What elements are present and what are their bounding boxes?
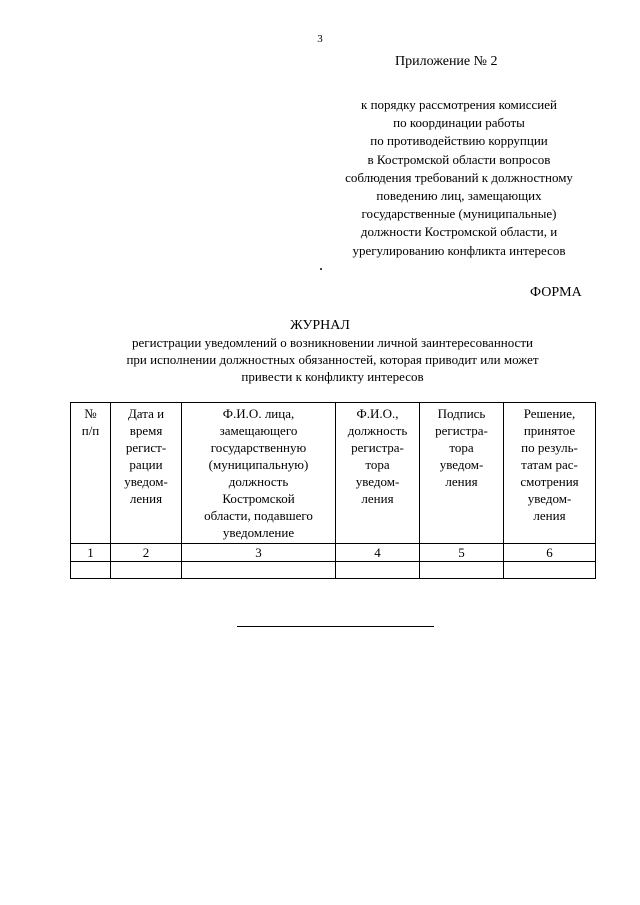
table-cell: 1 (71, 544, 111, 562)
table-cell (111, 562, 182, 579)
appendix-subtitle-line: в Костромской области вопросов (367, 151, 551, 167)
header-cell-decision: Решение, принятое по резуль- татам рас- смотрения уведом- ления (504, 403, 596, 544)
header-cell-number: № п/п (71, 403, 111, 544)
appendix-subtitle-line: урегулированию конфликта интересов (352, 242, 566, 258)
appendix-subtitle-line: должности Костромской области, и (360, 224, 558, 240)
appendix-subtitle-line: соблюдения требований к должностному (345, 169, 573, 185)
scan-dot (320, 268, 322, 270)
journal-title: ЖУРНАЛ (290, 318, 350, 333)
appendix-subtitle-line: к порядку рассмотрения комиссией (361, 97, 557, 112)
table-cell: 6 (504, 544, 596, 562)
appendix-subtitle-line: поведению лиц, замещающих (376, 188, 542, 204)
appendix-subtitle (300, 96, 618, 260)
table-cell (336, 562, 420, 579)
journal-description-line: регистрации уведомлений о возникновении личной заинтересованности (132, 335, 533, 350)
table-cell: 2 (111, 544, 182, 562)
table-cell (420, 562, 504, 579)
table-header-row (71, 403, 596, 544)
journal-description (70, 334, 595, 385)
table-cell: 5 (420, 544, 504, 562)
appendix-subtitle-line: по координации работы (393, 115, 525, 131)
header-cell-date: Дата и время регист- рации уведом- ления (111, 403, 182, 544)
page-number: 3 (317, 33, 323, 45)
appendix-title: Приложение № 2 (395, 54, 498, 69)
appendix-subtitle-line: по противодействию коррупции (370, 133, 548, 149)
register-table (70, 402, 596, 579)
header-cell-submitter: Ф.И.О. лица, замещающего государственную (муниципальную) должность Костромской области, подавшего уведомление (182, 403, 336, 544)
header-cell-signature: Подпись регистра- тора уведом- ления (420, 403, 504, 544)
header-cell-registrar: Ф.И.О., должность регистра- тора уведом- ления (336, 403, 420, 544)
table-row (71, 544, 596, 562)
appendix-subtitle-line: государственные (муниципальные) (361, 206, 557, 222)
table-cell (504, 562, 596, 579)
journal-description-line: привести к конфликту интересов (241, 369, 424, 384)
journal-description-line: при исполнении должностных обязанностей, которая приводит или может (126, 352, 539, 367)
table-cell (71, 562, 111, 579)
table-cell: 3 (182, 544, 336, 562)
table-cell: 4 (336, 544, 420, 562)
table-cell (182, 562, 336, 579)
table-row (71, 562, 596, 579)
closing-divider (237, 626, 434, 627)
form-label: ФОРМА (530, 285, 582, 300)
